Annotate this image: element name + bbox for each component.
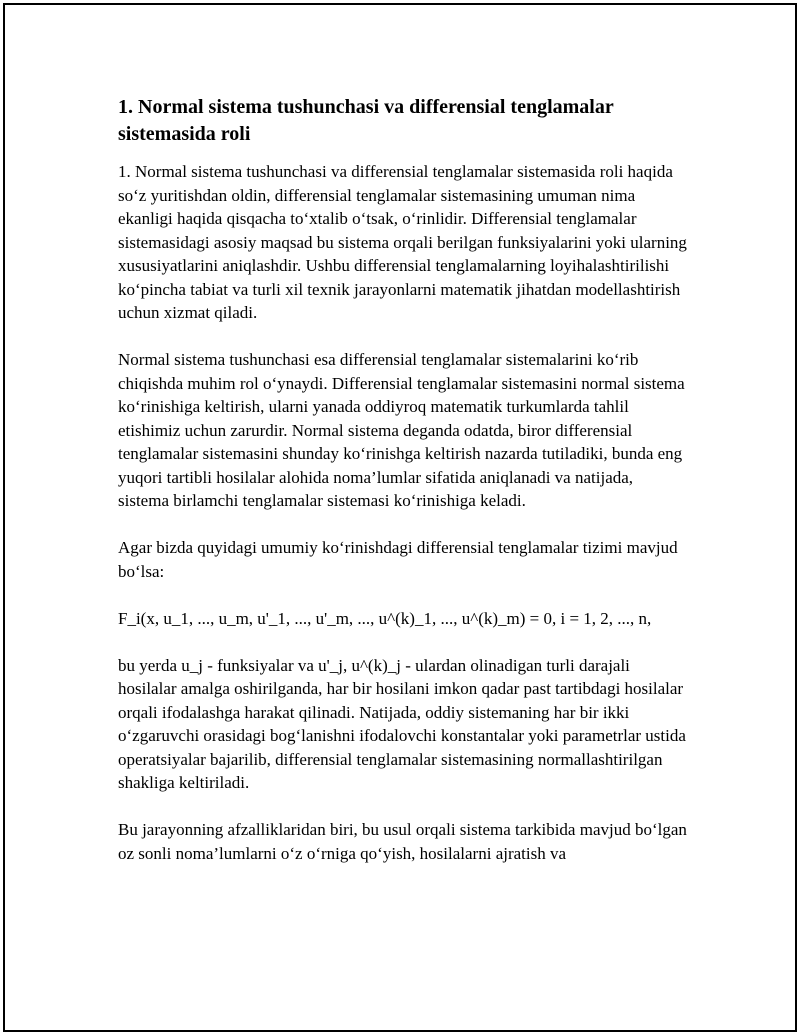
section-heading: 1. Normal sistema tushunchasi va differensial tenglamalar sistemasida roli — [118, 96, 614, 145]
paragraph-general-form: Agar bizda quyidagi umumiy ko‘rinishdagi differensial tenglamalar tizimi mavjud bo‘lsa: — [118, 538, 678, 581]
document-body — [118, 94, 688, 889]
paragraph-intro: 1. Normal sistema tushunchasi va differensial tenglamalar sistemasida roli haqida so‘z yuritishdan oldin, differensial tenglamalar sistemasining umuman nima ekanligi haqida qisqacha to‘xtalib o‘tsak, o‘rinlidir. Differensial tenglamalar sistemasidagi asosiy maqsad bu sistema orqali berilgan funksiyalarini yoki ularning xususiyatlarini aniqlashdir. Ushbu differensial tenglamalarning loyihalashtirilishi ko‘pincha tabiat va turli xil texnik jarayonlarni matematik jihatdan modellashtirish uchun xizmat qiladi. — [118, 162, 687, 322]
equation-line: F_i(x, u_1, ..., u_m, u'_1, ..., u'_m, ..., u^(k)_1, ..., u^(k)_m) = 0, i = 1, 2, ..., n, — [118, 608, 652, 628]
paragraph-explanation: bu yerda u_j - funksiyalar va u'_j, u^(k)_j - ulardan olinadigan turli darajali hosilalar amalga oshirilganda, har bir hosilani imkon qadar past tartibdagi hosilalar orqali ifodalashga harakat qilinadi. Natijada, oddiy sistemaning har bir ikki o‘zgaruvchi orasidagi bog‘lanishni ifodalovchi konstantalar yoki parametrlar ustida operatsiyalar bajarilib, differensial tenglamalar sistemasining normallashtirilgan shakliga keltiriladi. — [118, 655, 686, 792]
paragraph-normal-system: Normal sistema tushunchasi esa differensial tenglamalar sistemalarini ko‘rib chiqishda muhim rol o‘ynaydi. Differensial tenglamalar sistemasini normal sistema ko‘rinishiga keltirish, ularni yanada oddiyroq matematik turkumlarda tahlil etishimiz uchun zarurdir. Normal sistema deganda odatda, biror differensial tenglamalar sistemasini shunday ko‘rinishga keltirish nazarda tutiladiki, bunda eng yuqori tartibli hosilalar alohida noma’lumlar sifatida aniqlanadi va natijada, sistema birlamchi tenglamalar sistemasi ko‘rinishiga keladi. — [118, 350, 685, 510]
paragraph-advantages: Bu jarayonning afzalliklaridan biri, bu usul orqali sistema tarkibida mavjud bo‘lgan oz sonli noma’lumlarni o‘z o‘rniga qo‘yish, hosilalarni ajratish va — [118, 820, 687, 863]
